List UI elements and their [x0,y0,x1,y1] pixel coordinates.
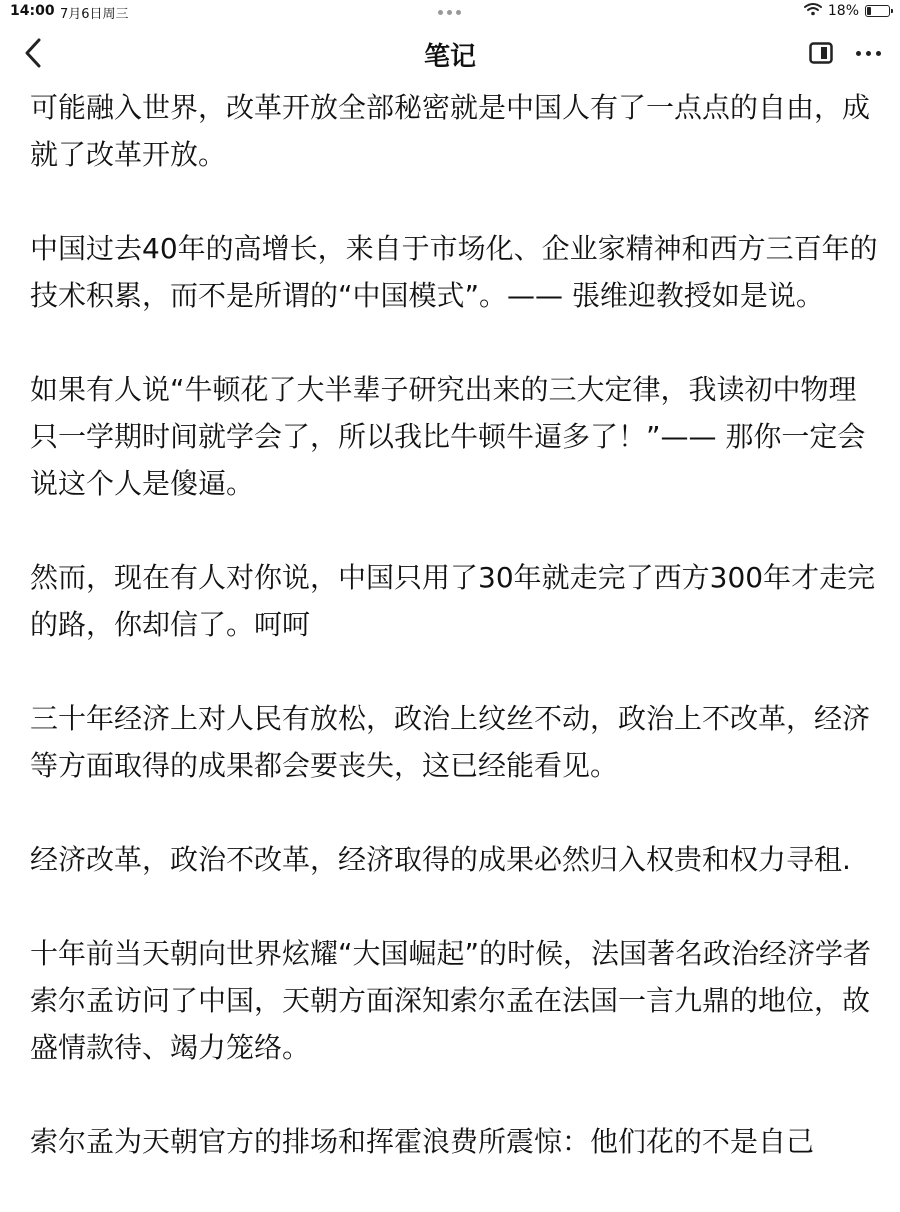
note-paragraph: 可能融入世界，改革开放全部秘密就是中国人有了一点点的自由，成就了改革开放。 [30,91,871,171]
reader-mode-icon [809,42,833,64]
note-paragraph: 然而，现在有人对你说，中国只用了30年就走完了西方300年才走完的路，你却信了。呵呵 [30,561,876,641]
navigation-bar [0,24,900,82]
status-date: 7月6日周三 [60,7,129,22]
note-paragraph: 索尔孟为天朝官方的排场和挥霍浪费所震惊：他们花的不是自己 [30,1125,815,1158]
wifi-icon [804,2,822,20]
note-paragraph: 十年前当天朝向世界炫耀“大国崛起”的时候，法国著名政治经济学者索尔孟访问了中国，天朝方面深知索尔孟在法国一言九鼎的地位，故盛情款待、竭力笼络。 [30,937,872,1064]
multitasking-dots-icon[interactable] [438,10,461,15]
status-bar [0,0,900,24]
battery-level [867,7,871,15]
more-dots-icon [856,51,861,56]
note-paragraph: 经济改革，政治不改革，经济取得的成果必然归入权贵和权力寻租. [30,843,851,876]
reader-mode-button[interactable] [808,40,834,66]
more-options-button[interactable] [850,40,886,66]
note-body[interactable] [30,84,880,1212]
battery-percent: 18% [827,3,859,19]
status-time: 14:00 [10,3,55,19]
note-paragraph: 三十年经济上对人民有放松，政治上纹丝不动，政治上不改革，经济等方面取得的成果都会要丧失，这已经能看见。 [30,702,871,782]
battery-icon [865,5,890,17]
note-paragraph: 中国过去40年的高增长，来自于市场化、企业家精神和西方三百年的技术积累，而不是所谓的“中国模式”。—— 張维迎教授如是说。 [30,232,878,312]
note-paragraph: 如果有人说“牛顿花了大半辈子研究出来的三大定律，我读初中物理只一学期时间就学会了，所以我比牛顿牛逼多了！”—— 那你一定会说这个人是傻逼。 [30,373,866,500]
status-indicators [804,2,890,20]
page-title: 笔记 [423,42,476,72]
